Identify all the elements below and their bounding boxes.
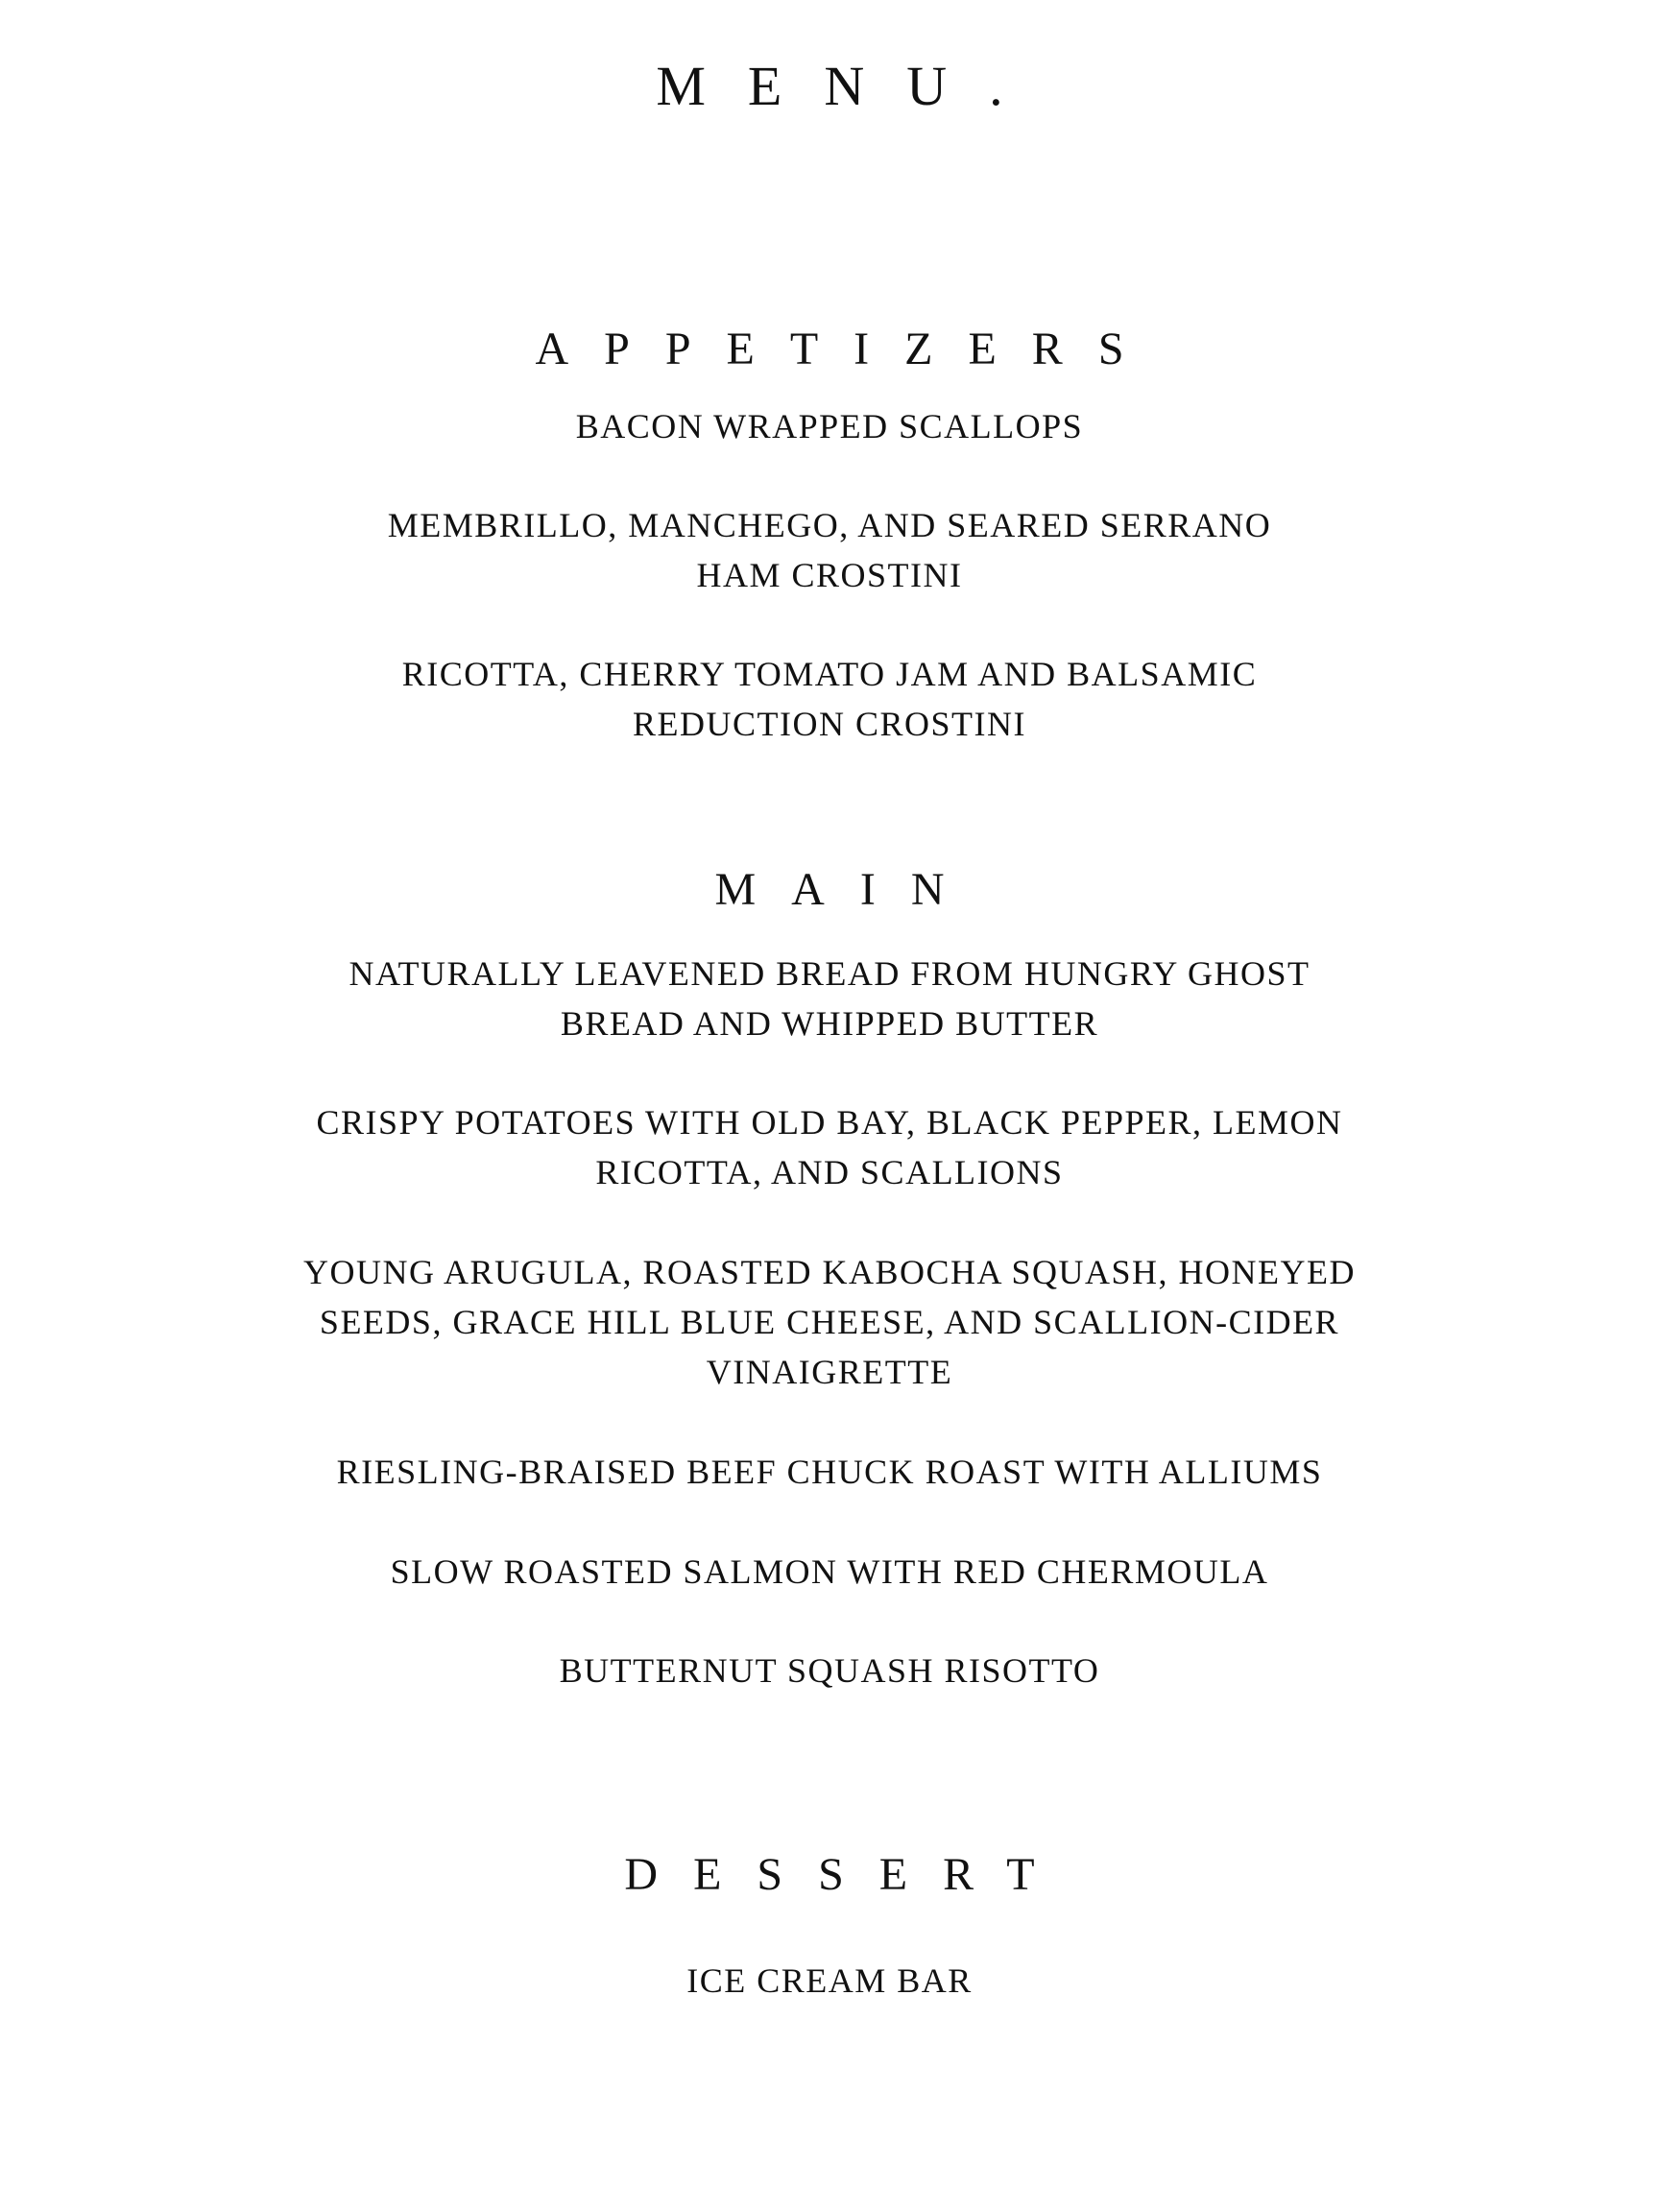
menu-item-membrillo-crostini bbox=[253, 500, 1406, 600]
menu-item-line: BACON WRAPPED SCALLOPS bbox=[575, 407, 1084, 445]
menu-item-ricotta-crostini bbox=[253, 649, 1406, 749]
menu-item-salmon bbox=[253, 1547, 1406, 1597]
menu-title: MENU. bbox=[656, 55, 1046, 117]
menu-item-line: CRISPY POTATOES WITH OLD BAY, BLACK PEPPER, LEMON bbox=[316, 1103, 1343, 1142]
menu-item-line: RICOTTA, AND SCALLIONS bbox=[595, 1153, 1064, 1191]
section-heading-main: MAIN bbox=[714, 864, 980, 915]
menu-item-line: MEMBRILLO, MANCHEGO, AND SEARED SERRANO bbox=[387, 506, 1272, 544]
menu-item-risotto bbox=[253, 1646, 1406, 1695]
menu-item-line: HAM CROSTINI bbox=[696, 556, 963, 594]
section-heading-appetizers: APPETIZERS bbox=[535, 324, 1160, 374]
menu-item-ice-cream-bar bbox=[253, 1956, 1406, 2006]
menu-item-line: ICE CREAM BAR bbox=[686, 1961, 973, 2000]
menu-item-line: BUTTERNUT SQUASH RISOTTO bbox=[559, 1651, 1100, 1690]
menu-item-line: NATURALLY LEAVENED BREAD FROM HUNGRY GHOST bbox=[349, 954, 1310, 993]
section-heading-dessert: DESSERT bbox=[624, 1849, 1070, 1900]
menu-item-bacon-wrapped-scallops bbox=[253, 401, 1406, 451]
menu-item-beef-chuck-roast bbox=[253, 1447, 1406, 1497]
menu-item-line: YOUNG ARUGULA, ROASTED KABOCHA SQUASH, HONEYED bbox=[302, 1253, 1357, 1291]
menu-item-line: SEEDS, GRACE HILL BLUE CHEESE, AND SCALLION-CIDER bbox=[319, 1303, 1340, 1341]
menu-item-crispy-potatoes bbox=[253, 1097, 1406, 1197]
menu-item-line: RIESLING-BRAISED BEEF CHUCK ROAST WITH ALLIUMS bbox=[336, 1453, 1323, 1491]
menu-item-line: RICOTTA, CHERRY TOMATO JAM AND BALSAMIC bbox=[401, 655, 1258, 693]
menu-item-line: SLOW ROASTED SALMON WITH RED CHERMOULA bbox=[390, 1552, 1269, 1591]
menu-item-line: BREAD AND WHIPPED BUTTER bbox=[560, 1004, 1099, 1043]
menu-item-bread bbox=[253, 949, 1406, 1048]
menu-item-line: VINAIGRETTE bbox=[706, 1353, 953, 1391]
menu-item-arugula-salad bbox=[253, 1247, 1406, 1397]
menu-item-line: REDUCTION CROSTINI bbox=[633, 705, 1026, 743]
